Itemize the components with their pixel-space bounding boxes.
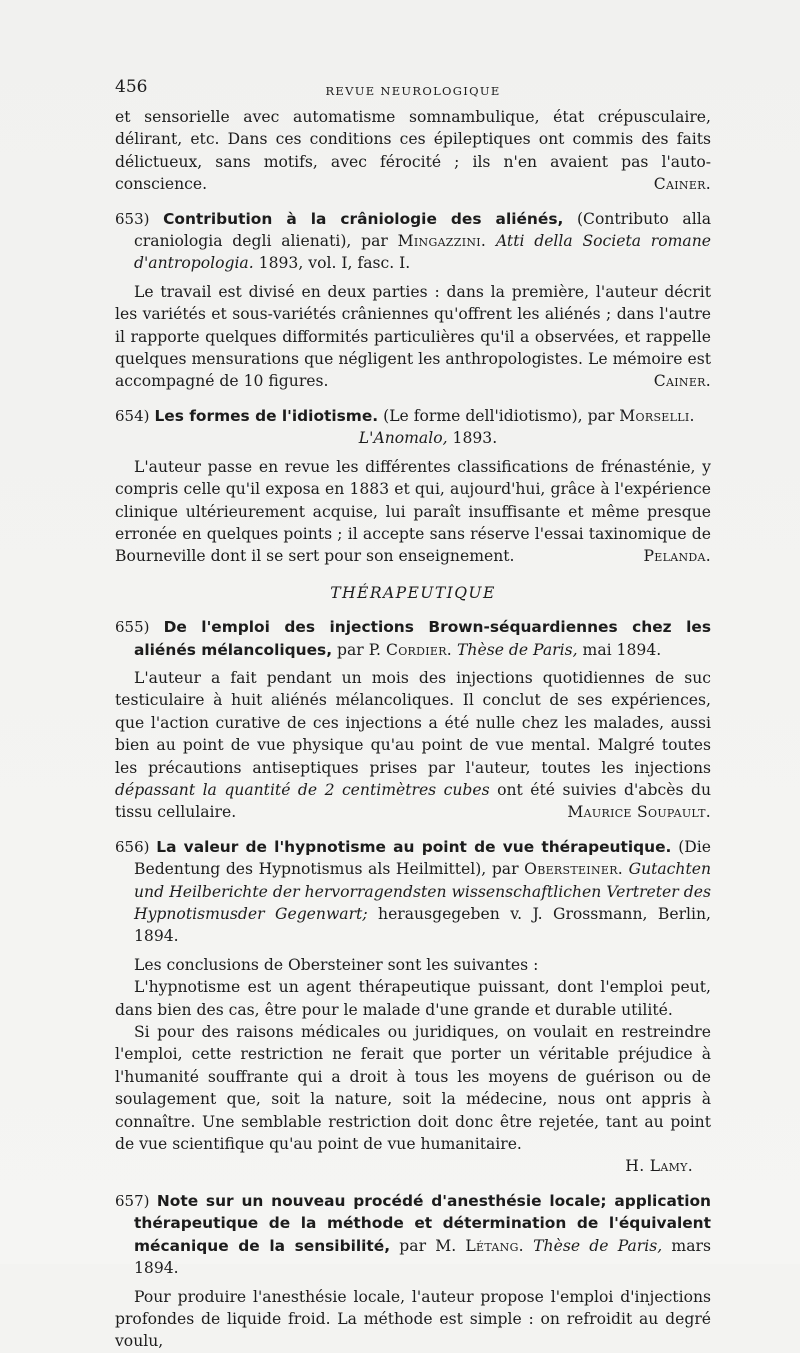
signature: Pelanda. <box>643 547 711 566</box>
entry-title: Note sur un nouveau procédé d'anesthésie locale; application thérapeutique de la méthode et détermination de l'équivalent mécanique de la sensibilité, <box>134 1191 711 1255</box>
signature: H. Lamy. <box>625 1157 693 1176</box>
entry-year: 1893. <box>452 429 498 448</box>
entry-header <box>115 1190 711 1280</box>
entry-header <box>115 616 711 661</box>
entry-body: Pour produire l'anesthésie locale, l'auteur propose l'emploi d'injections profondes de liquide froid. La méthode est simple : on refroidit au degré voulu, <box>115 1287 711 1351</box>
entry-header <box>115 208 711 275</box>
entry-source: Thèse de Paris, <box>533 1236 663 1255</box>
entry-title: De l'emploi des injections Brown-séquardiennes chez les aliénés mélancoliques, <box>134 618 711 659</box>
entry-source: L'Anomalo, <box>358 429 448 448</box>
entry-meta: (Die Bedentung des Hypnotismus als Heilmittel), par <box>134 837 711 879</box>
entry-body <box>115 456 711 568</box>
entry-author: Létang. <box>465 1236 524 1255</box>
entry-author: Cordier. <box>385 640 453 659</box>
journal-title: REVUE NEUROLOGIQUE <box>325 84 501 98</box>
signature: Cainer. <box>653 175 711 194</box>
entry-number: 655) <box>115 618 150 637</box>
entry-body <box>115 667 711 824</box>
entry-number: 656) <box>115 837 150 856</box>
entry-body-text: L'auteur a fait pendant un mois des injections quotidiennes de suc testiculaire à huit aliénés mélancoliques. Il conclut de ses expériences, que l'action curative de ces injections a été nulle chez les malades, aussi bien au point de vue physique qu'au point de vue mental. Malgré toutes les précautions antiseptiques prises par l'auteur, toutes les injections <box>115 668 711 777</box>
entry-body-text: Le travail est divisé en deux parties : dans la première, l'auteur décrit les variétés et sous-variétés crâniennes qu'offrent les aliénés ; dans l'autre il rapporte quelques difformités particulières qu'il a observées, et rappelle quelques mensurations que négligent les anthropologistes. Le mémoire est accompagné de 10 figures. <box>115 282 711 391</box>
entry-title: Les formes de l'idiotisme. <box>154 406 379 425</box>
entry-source: Thèse de Paris, <box>457 640 578 659</box>
entry-body-italic: dépassant la quantité de 2 centimètres cubes <box>115 780 490 799</box>
entry-paragraph: L'hypnotisme est un agent thérapeutique puissant, dont l'emploi peut, dans bien des cas, être pour le malade d'une grande et durable utilité. <box>115 978 711 1019</box>
entry-header <box>115 405 711 427</box>
continuation-paragraph <box>115 106 711 196</box>
entry-meta: (Contributo alla craniologia degli alienati), par <box>134 209 711 251</box>
entry-body <box>115 281 711 393</box>
entry-by: par M. <box>399 1236 457 1255</box>
entry-source: Gutachten und Heilberichte der hervorragendsten wissenschaftlichen Vertreter des Hypnotismusder Gegenwart; <box>134 860 711 923</box>
abstract-entry-653 <box>115 208 711 393</box>
entry-title: La valeur de l'hypnotisme au point de vue thérapeutique. <box>156 837 672 856</box>
entry-author: Mingazzini. <box>397 232 487 251</box>
abstract-entry-655 <box>115 616 711 824</box>
entry-number: 657) <box>115 1191 150 1210</box>
entry-paragraph: Si pour des raisons médicales ou juridiques, on voulait en restreindre l'emploi, cette restriction ne ferait que porter un véritable préjudice à l'humanité souffrante qui a droit à tous les moyens de guérison ou de soulagement que, soit la nature, soit la médecine, nous ont appris à connaître. Une semblable restriction doit donc être rejetée, tant au point de vue scientifique qu'au point de vue humanitaire. <box>115 1023 711 1154</box>
entry-source-line <box>115 427 711 449</box>
entry-by: par P. <box>337 640 382 659</box>
entry-title: Contribution à la crâniologie des aliénés, <box>163 209 564 228</box>
entry-publisher: herausgegeben v. J. Grossmann, Berlin, 1894. <box>134 905 711 946</box>
signature: Maurice Soupault. <box>567 803 711 822</box>
abstract-entry-657 <box>115 1190 711 1353</box>
entry-body-end: ont été suivies d'abcès du tissu cellulaire. <box>115 780 711 822</box>
signature: Cainer. <box>653 372 711 391</box>
section-heading: THÉRAPEUTIQUE <box>330 583 496 602</box>
entry-author: Obersteiner. <box>524 860 624 879</box>
entry-author: Morselli. <box>619 406 695 425</box>
entry-number: 654) <box>115 406 150 425</box>
entry-year: 1893, vol. I, fasc. I. <box>258 254 411 273</box>
abstract-entry-656 <box>115 836 711 1178</box>
entry-header <box>115 836 711 948</box>
entry-body-text: L'auteur passe en revue les différentes classifications de frénasténie, y compris celle qu'il exposa en 1883 et qui, aujourd'hui, grâce à l'expérience clinique ultérieurement acquise, lui paraît insuffisante et même presque erronée en quelques points ; il accepte sans réserve l'essai taxinomique de Bourneville dont il se sert pour son enseignement. <box>115 457 711 566</box>
entry-meta: (Le forme dell'idiotismo), par <box>383 406 615 425</box>
running-head <box>115 76 711 106</box>
continuation-text: et sensorielle avec automatisme somnambulique, état crépusculaire, délirant, etc. Dans ces conditions ces épileptiques ont commis des faits délictueux, sans motifs, avec férocité ; ils n'en avaient pas l'auto-conscience. <box>115 108 711 194</box>
entry-number: 653) <box>115 209 150 228</box>
entry-paragraph: Les conclusions de Obersteiner sont les suivantes : <box>134 955 539 974</box>
entry-source: Atti della Societa romane d'antropologia. <box>134 232 711 273</box>
page-number: 456 <box>115 77 148 97</box>
entry-date: mai 1894. <box>582 640 662 659</box>
page-content <box>115 76 711 1353</box>
abstract-entry-654 <box>115 405 711 568</box>
entry-date: mars 1894. <box>134 1236 711 1278</box>
